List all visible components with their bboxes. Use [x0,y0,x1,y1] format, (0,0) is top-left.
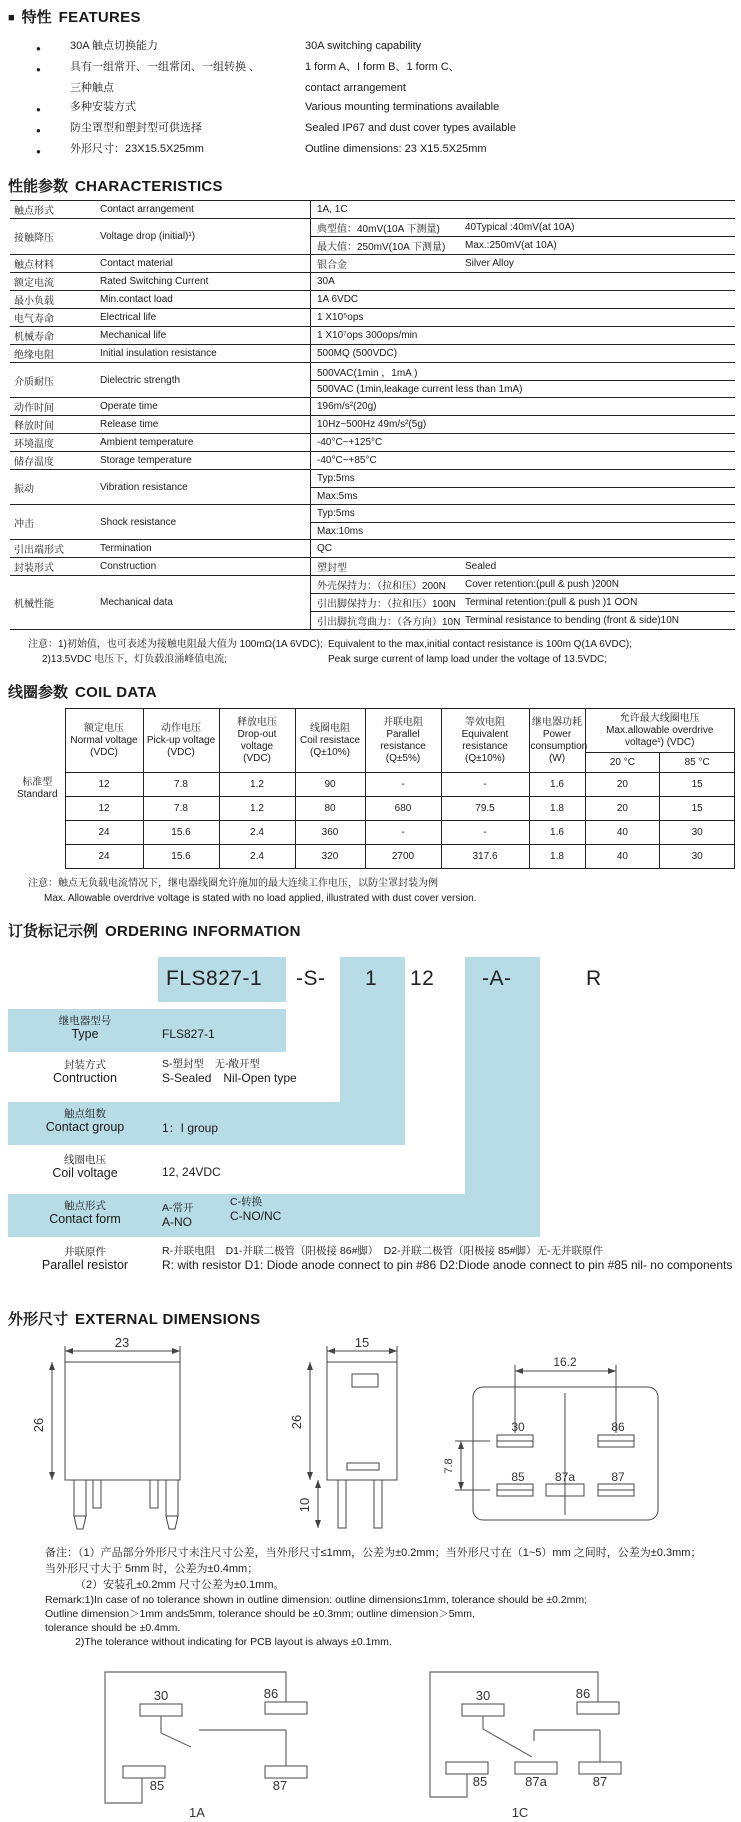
code-parallel: R [586,967,602,990]
characteristics-note: 注意：1)初始值，也可表述为接触电阻最大值为 100mΩ(1A 6VDC); Equivalent to the max,initial contact resistance is 100m Q(1A 6VDC); 2)13.5VDC 电压下，灯负载浪涌峰值电流; Peak surge current of lamp load under the voltage of 13.5VDC; [28,639,633,665]
feature-item [36,37,741,58]
ordering-label-type: 继电器型号 Type [58,1015,112,1041]
feature-item [36,79,741,98]
dimension-drawings [0,1335,741,1535]
coil-col-header: 继电器功耗 Power consumption (W) [529,709,585,773]
characteristics-heading-en: CHARACTERISTICS [75,178,223,195]
wiring-diagrams [0,1657,741,1822]
coil-data-row: 12 7.8 1.2 80 680 79.5 1.8 20 15 [10,797,735,821]
wiring-1a-pin-85: 85 [149,1778,165,1793]
table-row: 释放时间 Release time 10Hz~500Hz 49m/s²(5g) [10,416,735,434]
coil-subheader-85c: 85 °C [660,753,735,773]
side-view-drawing [252,1337,422,1535]
bullet-spacer [36,79,70,98]
feature-en: Outline dimensions: 23 X15.5X25mm [305,143,487,155]
ordering-desc-group: 1：I group [162,1121,219,1135]
wiring-1c-caption: 1C [511,1805,529,1820]
table-row: 触点材料 Contact material 银合金 Silver Alloy [10,255,735,273]
feature-item [36,140,741,161]
code-form: -A- [482,967,512,990]
wiring-1c-pin-87: 87 [592,1774,608,1789]
feature-en: 1 form A、I form B、1 form C、 [305,61,460,73]
feature-cn: 三种触点 [70,82,114,94]
ordering-label-form: 触点形式 Contact form [49,1200,121,1226]
wiring-diagram-1a [75,1657,325,1822]
features-list [36,37,741,161]
ordering-desc-form-c: C-转换 C-NO/NC [230,1196,282,1223]
ordering-desc-parallel: R-并联电阻 D1-并联二极管（阳极接 86#脚） D2-并联二极管（阳极接 85#脚）无-无并联原件 R: with resistor D1: Diode anode connect to pin #86 D2:Diode anode connect to pin #85 nil- no components [162,1245,733,1272]
ordering-desc-construction: S-塑封型 无-敞开型 S-Sealed Nil-Open type [162,1058,297,1085]
table-row: 环境温度 Ambient temperature -40°C~+125°C [10,434,735,452]
remarks: 备注：（1）产品部分外形尺寸未注尺寸公差，当外形尺寸≤1mm，公差为±0.2mm；当外形尺寸在（1~5）mm 之间时，公差为±0.3mm； 当外形尺寸大于 5mm 时，公差为±0.4mm； （2）安装孔±0.2mm 尺寸公差为±0.1mm。 Remark:1)In case of no tolerance shown in outline dimension: outline dimension≤1mm, tolerance should be ±0.2mm; Outline dimension＞1mm and≤5mm, tolerance should be ±0.3mm; outline dimension＞5mm, tolerance should be ±0.4mm. 2)The tolerance without indicating for PCB layout is always ±0.1mm. [45,1547,702,1648]
table-row: 振动 Vibration resistance Typ:5ms Max:5ms [10,470,735,505]
relay-body-side [327,1362,397,1480]
coil-subheader-20c: 20 °C [585,753,660,773]
code-voltage: 12 [410,967,435,990]
front-width-dim: 23 [114,1337,130,1350]
coil-data-row: 12 7.8 1.2 90 - - 1.6 20 15 [10,773,735,797]
pin-87a-label: 87a [554,1470,576,1484]
coil-col-header: 额定电压 Normal voltage (VDC) [65,709,143,773]
code-group: 1 [365,967,378,990]
feature-cn: 防尘罩型和塑封型可供选择 [70,122,202,134]
side-pin-dim: 10 [297,1497,312,1513]
feature-item [36,119,741,140]
bullet-icon: ● [36,147,41,156]
table-row: 封装形式 Construction 塑封型 Sealed [10,558,735,576]
coil-col-header: 等效电阻 Equivalent resistance (Q±10%) [441,709,529,773]
front-view-drawing [30,1337,240,1535]
table-row: 引出端形式 Termination QC [10,540,735,558]
side-width-dim: 15 [354,1337,370,1350]
square-bullet-icon: ■ [8,12,15,24]
coil-col-header: 线圈电阻 Coil resistace (Q±10%) [295,709,365,773]
coil-row-label: 标准型 Standard [16,776,58,800]
feature-en: contact arrangement [305,82,406,94]
wiring-1a-pin-86: 86 [263,1686,279,1701]
feature-cn: 30A 触点切换能力 [70,40,159,52]
feature-en: Sealed IP67 and dust cover types available [305,122,516,134]
feature-en: Various mounting terminations available [305,101,500,113]
bullet-icon: ● [36,105,41,114]
bullet-icon: ● [36,44,41,53]
coil-data-table [10,708,735,869]
features-heading-cn: 特性 [21,9,52,26]
ordering-desc-type: FLS827-1 [162,1027,215,1041]
feature-cn: 外形尺寸：23X15.5X25mm [70,143,204,155]
wiring-1c-pin-86: 86 [575,1686,591,1701]
coil-col-header: 释放电压 Drop-out voltage (VDC) [219,709,295,773]
wiring-diagram-1c [395,1657,645,1822]
pin-87-label: 87 [611,1470,625,1484]
ordering-heading-cn: 订货标记示例 [8,923,99,940]
wiring-1a-pin-87: 87 [272,1778,288,1793]
coil-data-row: 24 15.6 2.4 320 2700 317.6 1.8 40 30 [10,845,735,869]
features-heading-en: FEATURES [58,9,141,26]
wiring-1c-pin-30: 30 [475,1688,491,1703]
table-row: 最小负载 Min.contact load 1A 6VDC [10,291,735,309]
dimensions-heading [8,1308,741,1329]
coil-col-header: 动作电压 Pick-up voltage (VDC) [143,709,219,773]
characteristics-heading-cn: 性能参数 [8,178,69,195]
wiring-1c-pin-87a: 87a [525,1774,547,1789]
code-type: FLS827-1 [166,967,263,990]
table-row: 电气寿命 Electrical life 1 X10⁵ops [10,309,735,327]
relay-body-front [65,1362,180,1480]
ordering-desc-voltage: 12, 24VDC [162,1165,221,1179]
feature-cn: 具有一组常开、一组常闭、一组转换 、 [70,61,261,73]
ordering-label-construction: 封装方式 Contruction [53,1059,117,1085]
feature-item [36,98,741,119]
table-row: 介质耐压 Dielectric strength 500VAC(1min ，1mA ) 500VAC (1min,leakage current less than 1mA) [10,363,735,398]
table-row: 额定电流 Rated Switching Current 30A [10,273,735,291]
ordering-label-group: 触点组数 Contact group [45,1108,125,1134]
dimensions-heading-cn: 外形尺寸 [8,1311,69,1328]
coil-col-header-overdrive: 允许最大线圈电压 Max.allowable overdrive voltage¹) (VDC) [585,709,735,753]
pin-30-label: 30 [511,1420,525,1434]
table-row: 动作时间 Operate time 196m/s²(20g) [10,398,735,416]
features-heading [8,6,741,27]
table-row: 接触降压 Voltage drop (initial)¹) 典型值：40mV(10A 下测量) 40Typical :40mV(at 10A) 最大值：250mV(10A 下测量) Max.:250mV(at 10A) [10,219,735,255]
table-row: 触点形式 Contact arrangement 1A, 1C [10,201,735,219]
feature-cn: 多种安装方式 [70,101,136,113]
wiring-1a-pin-30: 30 [153,1688,169,1703]
coil-col-header: 并联电阻 Parallel resistance (Q±5%) [365,709,441,773]
ordering-label-voltage: 线圈电压 Coil voltage [52,1154,118,1180]
coil-heading-en: COIL DATA [75,684,157,701]
characteristics-heading [8,175,741,196]
ordering-heading [8,920,741,941]
table-row: 机械性能 Mechanical data 外壳保持力：（拉和压）200N Cover retention:(pull & push )200N 引出脚保持力：（拉和压）100N Terminal retention:(pull & push )1 OON 引出脚抗弯曲力：（各方向）10N Terminal resistance to bending (front & side)10N [10,576,735,630]
table-row: 冲击 Shock resistance Typ:5ms Max:10ms [10,505,735,540]
bullet-icon: ● [36,65,41,74]
bottom-width-dim: 16.2 [553,1355,577,1369]
coil-note: 注意：触点无负载电流情况下，继电器线圈允许施加的最大连续工作电压，以防尘罩封装为例 Max. Allowable overdrive voltage is stated with no load applied, illustrated with dust cover version. [28,878,477,904]
table-row: 储存温度 Storage temperature -40°C~+85°C [10,452,735,470]
ordering-label-parallel: 并联原件 Parallel resistor [41,1246,129,1272]
bullet-icon: ● [36,126,41,135]
coil-data-row: 24 15.6 2.4 360 - - 1.6 40 30 [10,821,735,845]
wiring-1c-pin-85: 85 [472,1774,488,1789]
code-seal: -S- [296,967,326,990]
feature-en: 30A switching capability [305,40,422,52]
side-height-dim: 26 [289,1414,304,1430]
pin-86-label: 86 [611,1420,625,1434]
coil-heading-cn: 线圈参数 [8,684,69,701]
table-row: 绝缘电阻 Initial insulation resistance 500MQ (500VDC) [10,345,735,363]
dimensions-heading-en: EXTERNAL DIMENSIONS [75,1311,261,1328]
characteristics-table [10,200,735,630]
front-height-dim: 26 [31,1417,46,1433]
ordering-heading-en: ORDERING INFORMATION [105,923,301,940]
wiring-1a-caption: 1A [189,1805,205,1820]
bottom-view-drawing [428,1335,683,1533]
bottom-pitch-dim: 7.8 [443,1458,455,1474]
table-row: 机械寿命 Mechanical life 1 X10⁷ops 300ops/min [10,327,735,345]
coil-heading [8,681,741,702]
pin-85-label: 85 [511,1470,525,1484]
ordering-desc-form-a: A-常开 A-NO [162,1202,194,1229]
ordering-diagram [0,949,741,1294]
feature-item [36,58,741,79]
